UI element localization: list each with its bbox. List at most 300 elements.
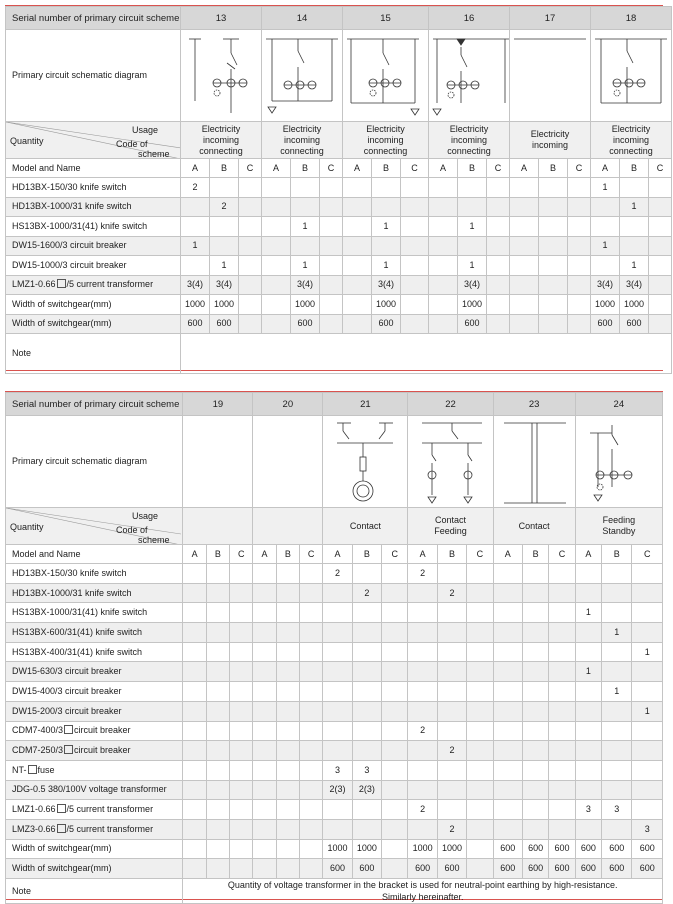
quantity-cell: 1 (591, 178, 620, 198)
quantity-cell (408, 780, 437, 800)
model-name-text: HD13BX-150/30 knife switch (12, 181, 127, 192)
quantity-cell: 1 (575, 662, 601, 682)
quantity-cell (276, 603, 299, 623)
blank-box-icon (57, 824, 66, 833)
quantity-cell (230, 682, 253, 702)
model-name-text: HS13BX-1000/31(41) knife switch (12, 220, 148, 231)
note-line: Quantity of voltage transformer in the bracket is used for neutral-point earthing by high-resistance. (227, 880, 618, 890)
quantity-cell (522, 603, 548, 623)
circuit-diagram-14 (262, 30, 343, 122)
quantity-cell (230, 583, 253, 603)
scheme-number-label: Serial number of primary circuit scheme (6, 7, 181, 30)
quantity-cell (206, 642, 229, 662)
quantity-cell: 1000 (591, 295, 620, 315)
quantity-cell (467, 603, 493, 623)
quantity-cell (299, 780, 322, 800)
code-cell: A (343, 159, 372, 178)
quantity-cell (487, 295, 510, 315)
model-name-suffix: circuit breaker (74, 745, 131, 756)
model-name (6, 682, 183, 702)
model-name (6, 800, 183, 820)
quantity-cell (437, 623, 466, 643)
quantity-cell (253, 780, 276, 800)
model-name (6, 295, 181, 315)
circuit-diagram-15 (343, 30, 429, 122)
diagram-row (6, 30, 672, 122)
quantity-cell (602, 662, 632, 682)
quantity-cell: 1000 (181, 295, 210, 315)
scheme-number: 14 (262, 7, 343, 30)
quantity-cell (429, 217, 458, 237)
quantity-cell (437, 642, 466, 662)
quantity-cell (467, 780, 493, 800)
code-cell: C (467, 545, 493, 564)
quantity-cell (649, 197, 672, 217)
quantity-cell (382, 583, 408, 603)
table-row (6, 275, 672, 295)
quantity-cell (602, 760, 632, 780)
quantity-cell: 3(4) (210, 275, 239, 295)
quantity-cell (239, 236, 262, 256)
quantity-cell (467, 662, 493, 682)
code-cell: A (183, 545, 206, 564)
quantity-cell (382, 721, 408, 741)
quantity-cell (602, 642, 632, 662)
usage-cell (429, 122, 510, 159)
quantity-cell (632, 682, 663, 702)
quantity-cell: 1000 (291, 295, 320, 315)
usage-line: Contact (518, 520, 550, 531)
usage-line: Electricity (449, 123, 489, 134)
quantity-cell (510, 275, 539, 295)
usage-line: Feeding (602, 515, 636, 525)
quantity-cell (382, 741, 408, 761)
model-name (6, 642, 183, 662)
quantity-cell: 600 (632, 839, 663, 859)
model-name-text: CDM7-250/3 (12, 745, 64, 756)
usage-line: connecting (363, 145, 408, 156)
quantity-cell (253, 662, 276, 682)
quantity-cell (253, 760, 276, 780)
quantity-cell (299, 741, 322, 761)
scheme-table-19-24 (5, 392, 663, 904)
quantity-cell (343, 236, 372, 256)
usage-line: incoming (283, 134, 321, 145)
quantity-cell (549, 760, 575, 780)
model-name (6, 701, 183, 721)
usage-line: Electricity (366, 123, 405, 134)
quantity-cell (575, 583, 601, 603)
scheme-number: 15 (343, 7, 429, 30)
usage-cell (575, 508, 662, 545)
quantity-cell: 1 (575, 603, 601, 623)
table-row (6, 197, 672, 217)
model-name-text: LMZ1-0.66 (12, 279, 56, 290)
quantity-cell (320, 314, 343, 334)
quantity-cell: 2 (408, 564, 437, 584)
quantity-cell (291, 197, 320, 217)
quantity-cell (343, 314, 372, 334)
quantity-cell (320, 217, 343, 237)
quantity-cell (467, 800, 493, 820)
quantity-cell (437, 800, 466, 820)
quantity-cell (493, 623, 522, 643)
quantity-cell (549, 701, 575, 721)
circuit-diagram-21 (323, 416, 408, 508)
blank-box-icon (64, 745, 73, 754)
blank-box-icon (57, 804, 66, 813)
usage-line: incoming (531, 140, 569, 150)
quantity-cell (382, 603, 408, 623)
quantity-cell (549, 583, 575, 603)
quantity-cell (239, 197, 262, 217)
quantity-cell (568, 236, 591, 256)
quantity-cell (183, 642, 206, 662)
usage-line: Electricity (201, 123, 241, 134)
quantity-cell (206, 701, 229, 721)
quantity-cell (253, 623, 276, 643)
quantity-cell (568, 178, 591, 198)
model-name (6, 662, 183, 682)
quantity-cell: 600 (522, 859, 548, 879)
quantity-cell: 600 (575, 859, 601, 879)
quantity-cell (253, 819, 276, 839)
quantity-cell (568, 197, 591, 217)
code-label: Code of (116, 525, 148, 535)
usage-label: Usage (132, 511, 159, 521)
quantity-cell (429, 256, 458, 276)
quantity-cell: 3(4) (291, 275, 320, 295)
model-name-text: HD13BX-150/30 knife switch (12, 567, 127, 578)
quantity-cell (299, 859, 322, 879)
quantity-cell (649, 236, 672, 256)
blank-box-icon (57, 279, 66, 288)
quantity-cell (539, 178, 568, 198)
model-name-text: HS13BX-400/31(41) knife switch (12, 646, 143, 657)
code-cell: B (620, 159, 649, 178)
quantity-cell (620, 178, 649, 198)
quantity-cell (649, 217, 672, 237)
quantity-cell (206, 800, 229, 820)
quantity-cell: 2 (181, 178, 210, 198)
quantity-cell (549, 623, 575, 643)
code-cell: C (230, 545, 253, 564)
quantity-cell (183, 859, 206, 879)
quantity-cell (323, 603, 352, 623)
model-name-text: NT- (12, 764, 27, 775)
quantity-cell (230, 859, 253, 879)
scheme-number-row (6, 393, 663, 416)
quantity-cell (408, 701, 437, 721)
model-name-text: Width of switchgear(mm) (12, 298, 112, 309)
quantity-cell (487, 236, 510, 256)
quantity-cell (382, 859, 408, 879)
quantity-cell (206, 623, 229, 643)
quantity-cell: 600 (352, 859, 381, 879)
quantity-cell: 600 (210, 314, 239, 334)
blank-box-icon (28, 765, 37, 774)
model-name-text: DW15-630/3 circuit breaker (12, 666, 122, 677)
model-name-text: DW15-200/3 circuit breaker (12, 705, 122, 716)
quantity-cell (253, 583, 276, 603)
quantity-cell (632, 721, 663, 741)
quantity-cell (437, 662, 466, 682)
quantity-cell (276, 721, 299, 741)
quantity-cell (206, 741, 229, 761)
model-name (6, 603, 183, 623)
table-row (6, 721, 663, 741)
quantity-cell (401, 314, 429, 334)
usage-cell (343, 122, 429, 159)
quantity-cell (181, 217, 210, 237)
model-name (6, 178, 181, 198)
note-text (183, 879, 663, 904)
code-cell: A (408, 545, 437, 564)
quantity-cell (632, 780, 663, 800)
code-cell: B (372, 159, 401, 178)
scheme-number: 23 (493, 393, 575, 416)
quantity-cell (437, 780, 466, 800)
usage-line: Electricity (611, 123, 651, 134)
quantity-cell (262, 275, 291, 295)
quantity-cell: 3 (323, 760, 352, 780)
quantity-cell (467, 721, 493, 741)
quantity-cell (262, 217, 291, 237)
usage-cell (510, 122, 591, 159)
quantity-cell: 1000 (210, 295, 239, 315)
quantity-cell (649, 256, 672, 276)
code-cell: C (568, 159, 591, 178)
quantity-cell (549, 682, 575, 702)
quantity-cell (382, 642, 408, 662)
diagram-label: Primary circuit schematic diagram (6, 416, 183, 508)
quantity-cell (458, 197, 487, 217)
usage-row (6, 122, 672, 159)
quantity-cell (323, 623, 352, 643)
model-name-text: Width of switchgear(mm) (12, 863, 112, 874)
quantity-cell (352, 623, 381, 643)
quantity-cell: 3(4) (372, 275, 401, 295)
table-row (6, 256, 672, 276)
model-name-text: HD13BX-1000/31 knife switch (12, 201, 132, 212)
quantity-cell (408, 741, 437, 761)
quantity-cell (487, 314, 510, 334)
scheme-number: 21 (323, 393, 408, 416)
quantity-cell (206, 721, 229, 741)
circuit-diagram-17 (510, 30, 591, 122)
quantity-cell: 1 (372, 217, 401, 237)
code-cell: A (253, 545, 276, 564)
quantity-cell: 3 (575, 800, 601, 820)
circuit-diagram-19 (183, 416, 253, 508)
model-name-text: LMZ1-0.66 (12, 804, 56, 815)
quantity-cell (429, 236, 458, 256)
quantity-cell (493, 564, 522, 584)
quantity-cell (568, 314, 591, 334)
quantity-cell (183, 800, 206, 820)
model-name (6, 819, 183, 839)
quantity-cell (299, 819, 322, 839)
quantity-cell (575, 760, 601, 780)
quantity-cell (632, 662, 663, 682)
quantity-cell: 2 (437, 819, 466, 839)
quantity-cell: 1000 (620, 295, 649, 315)
quantity-cell (602, 701, 632, 721)
table-row (6, 760, 663, 780)
quantity-cell (253, 564, 276, 584)
quantity-cell (493, 721, 522, 741)
quantity-cell (382, 800, 408, 820)
model-name-suffix: /5 current transformer (66, 279, 154, 290)
table-row (6, 314, 672, 334)
table-row (6, 564, 663, 584)
quantity-cell (649, 178, 672, 198)
quantity-cell (230, 642, 253, 662)
quantity-cell (230, 741, 253, 761)
quantity-cell (276, 642, 299, 662)
quantity-cell: 2(3) (323, 780, 352, 800)
quantity-cell (206, 780, 229, 800)
quantity-cell (299, 662, 322, 682)
quantity-cell (539, 275, 568, 295)
code-cell: C (649, 159, 672, 178)
model-name (6, 760, 183, 780)
quantity-cell (458, 178, 487, 198)
quantity-cell (253, 603, 276, 623)
code-cell: B (210, 159, 239, 178)
quantity-cell: 1000 (372, 295, 401, 315)
quantity-cell (183, 662, 206, 682)
quantity-cell (568, 217, 591, 237)
code-cell: C (632, 545, 663, 564)
table-row (6, 603, 663, 623)
model-name (6, 197, 181, 217)
quantity-cell (591, 197, 620, 217)
usage-line: incoming (450, 134, 488, 145)
quantity-cell: 600 (437, 859, 466, 879)
quantity-cell (352, 800, 381, 820)
quantity-cell (522, 564, 548, 584)
code-cell: A (262, 159, 291, 178)
quantity-cell (408, 760, 437, 780)
model-name-text: HD13BX-1000/31 knife switch (12, 587, 132, 598)
circuit-diagram-22 (408, 416, 493, 508)
table-row (6, 701, 663, 721)
quantity-cell (299, 603, 322, 623)
table-row (6, 859, 663, 879)
quantity-cell (291, 178, 320, 198)
quantity-cell (262, 197, 291, 217)
code-cell: C (239, 159, 262, 178)
quantity-cell (253, 800, 276, 820)
quantity-cell (352, 662, 381, 682)
quantity-cell (206, 662, 229, 682)
code-label: Code of (116, 139, 148, 149)
quantity-cell: 1 (181, 236, 210, 256)
quantity-cell: 3(4) (181, 275, 210, 295)
quantity-cell (549, 741, 575, 761)
quantity-cell: 1000 (437, 839, 466, 859)
quantity-cell (352, 741, 381, 761)
quantity-cell (276, 760, 299, 780)
table-row (6, 800, 663, 820)
quantity-cell (253, 839, 276, 859)
quantity-cell (401, 236, 429, 256)
quantity-cell (382, 701, 408, 721)
quantity-cell (253, 721, 276, 741)
quantity-cell: 3 (352, 760, 381, 780)
quantity-cell (239, 178, 262, 198)
quantity-cell (549, 564, 575, 584)
quantity-cell (575, 701, 601, 721)
quantity-cell (602, 583, 632, 603)
quantity-cell (467, 760, 493, 780)
circuit-diagram-24 (575, 416, 662, 508)
quantity-cell (239, 256, 262, 276)
quantity-cell (467, 741, 493, 761)
quantity-cell (206, 819, 229, 839)
quantity-cell: 2 (437, 741, 466, 761)
quantity-cell (549, 662, 575, 682)
model-name (6, 583, 183, 603)
quantity-cell (382, 682, 408, 702)
quantity-cell (522, 800, 548, 820)
quantity-cell (522, 662, 548, 682)
quantity-cell (510, 178, 539, 198)
quantity-cell (206, 583, 229, 603)
quantity-cell (343, 217, 372, 237)
quantity-cell: 600 (602, 859, 632, 879)
model-name (6, 741, 183, 761)
quantity-cell (522, 682, 548, 702)
quantity-cell (401, 197, 429, 217)
quantity-cell: 1 (372, 256, 401, 276)
quantity-cell (429, 197, 458, 217)
quantity-cell (352, 642, 381, 662)
quantity-cell (276, 741, 299, 761)
quantity-cell (568, 275, 591, 295)
code-cell: A (429, 159, 458, 178)
quantity-cell (493, 741, 522, 761)
quantity-cell (206, 603, 229, 623)
quantity-cell (382, 662, 408, 682)
quantity-cell (429, 295, 458, 315)
usage-label: Usage (132, 125, 159, 135)
quantity-cell (183, 583, 206, 603)
quantity-cell (276, 701, 299, 721)
usage-line: Contact (349, 520, 381, 531)
quantity-cell (183, 839, 206, 859)
quantity-cell (206, 839, 229, 859)
usage-cell (323, 508, 408, 545)
code-row (6, 545, 663, 564)
quantity-cell (632, 760, 663, 780)
quantity-cell (181, 197, 210, 217)
quantity-cell (437, 564, 466, 584)
quantity-cell (299, 721, 322, 741)
quantity-cell (493, 701, 522, 721)
quantity-cell (230, 721, 253, 741)
quantity-cell (183, 741, 206, 761)
code-cell: B (352, 545, 381, 564)
quantity-cell (522, 623, 548, 643)
quantity-cell (549, 721, 575, 741)
usage-cell (262, 122, 343, 159)
model-name (6, 623, 183, 643)
code-cell: B (291, 159, 320, 178)
quantity-cell (323, 642, 352, 662)
quantity-cell (323, 682, 352, 702)
